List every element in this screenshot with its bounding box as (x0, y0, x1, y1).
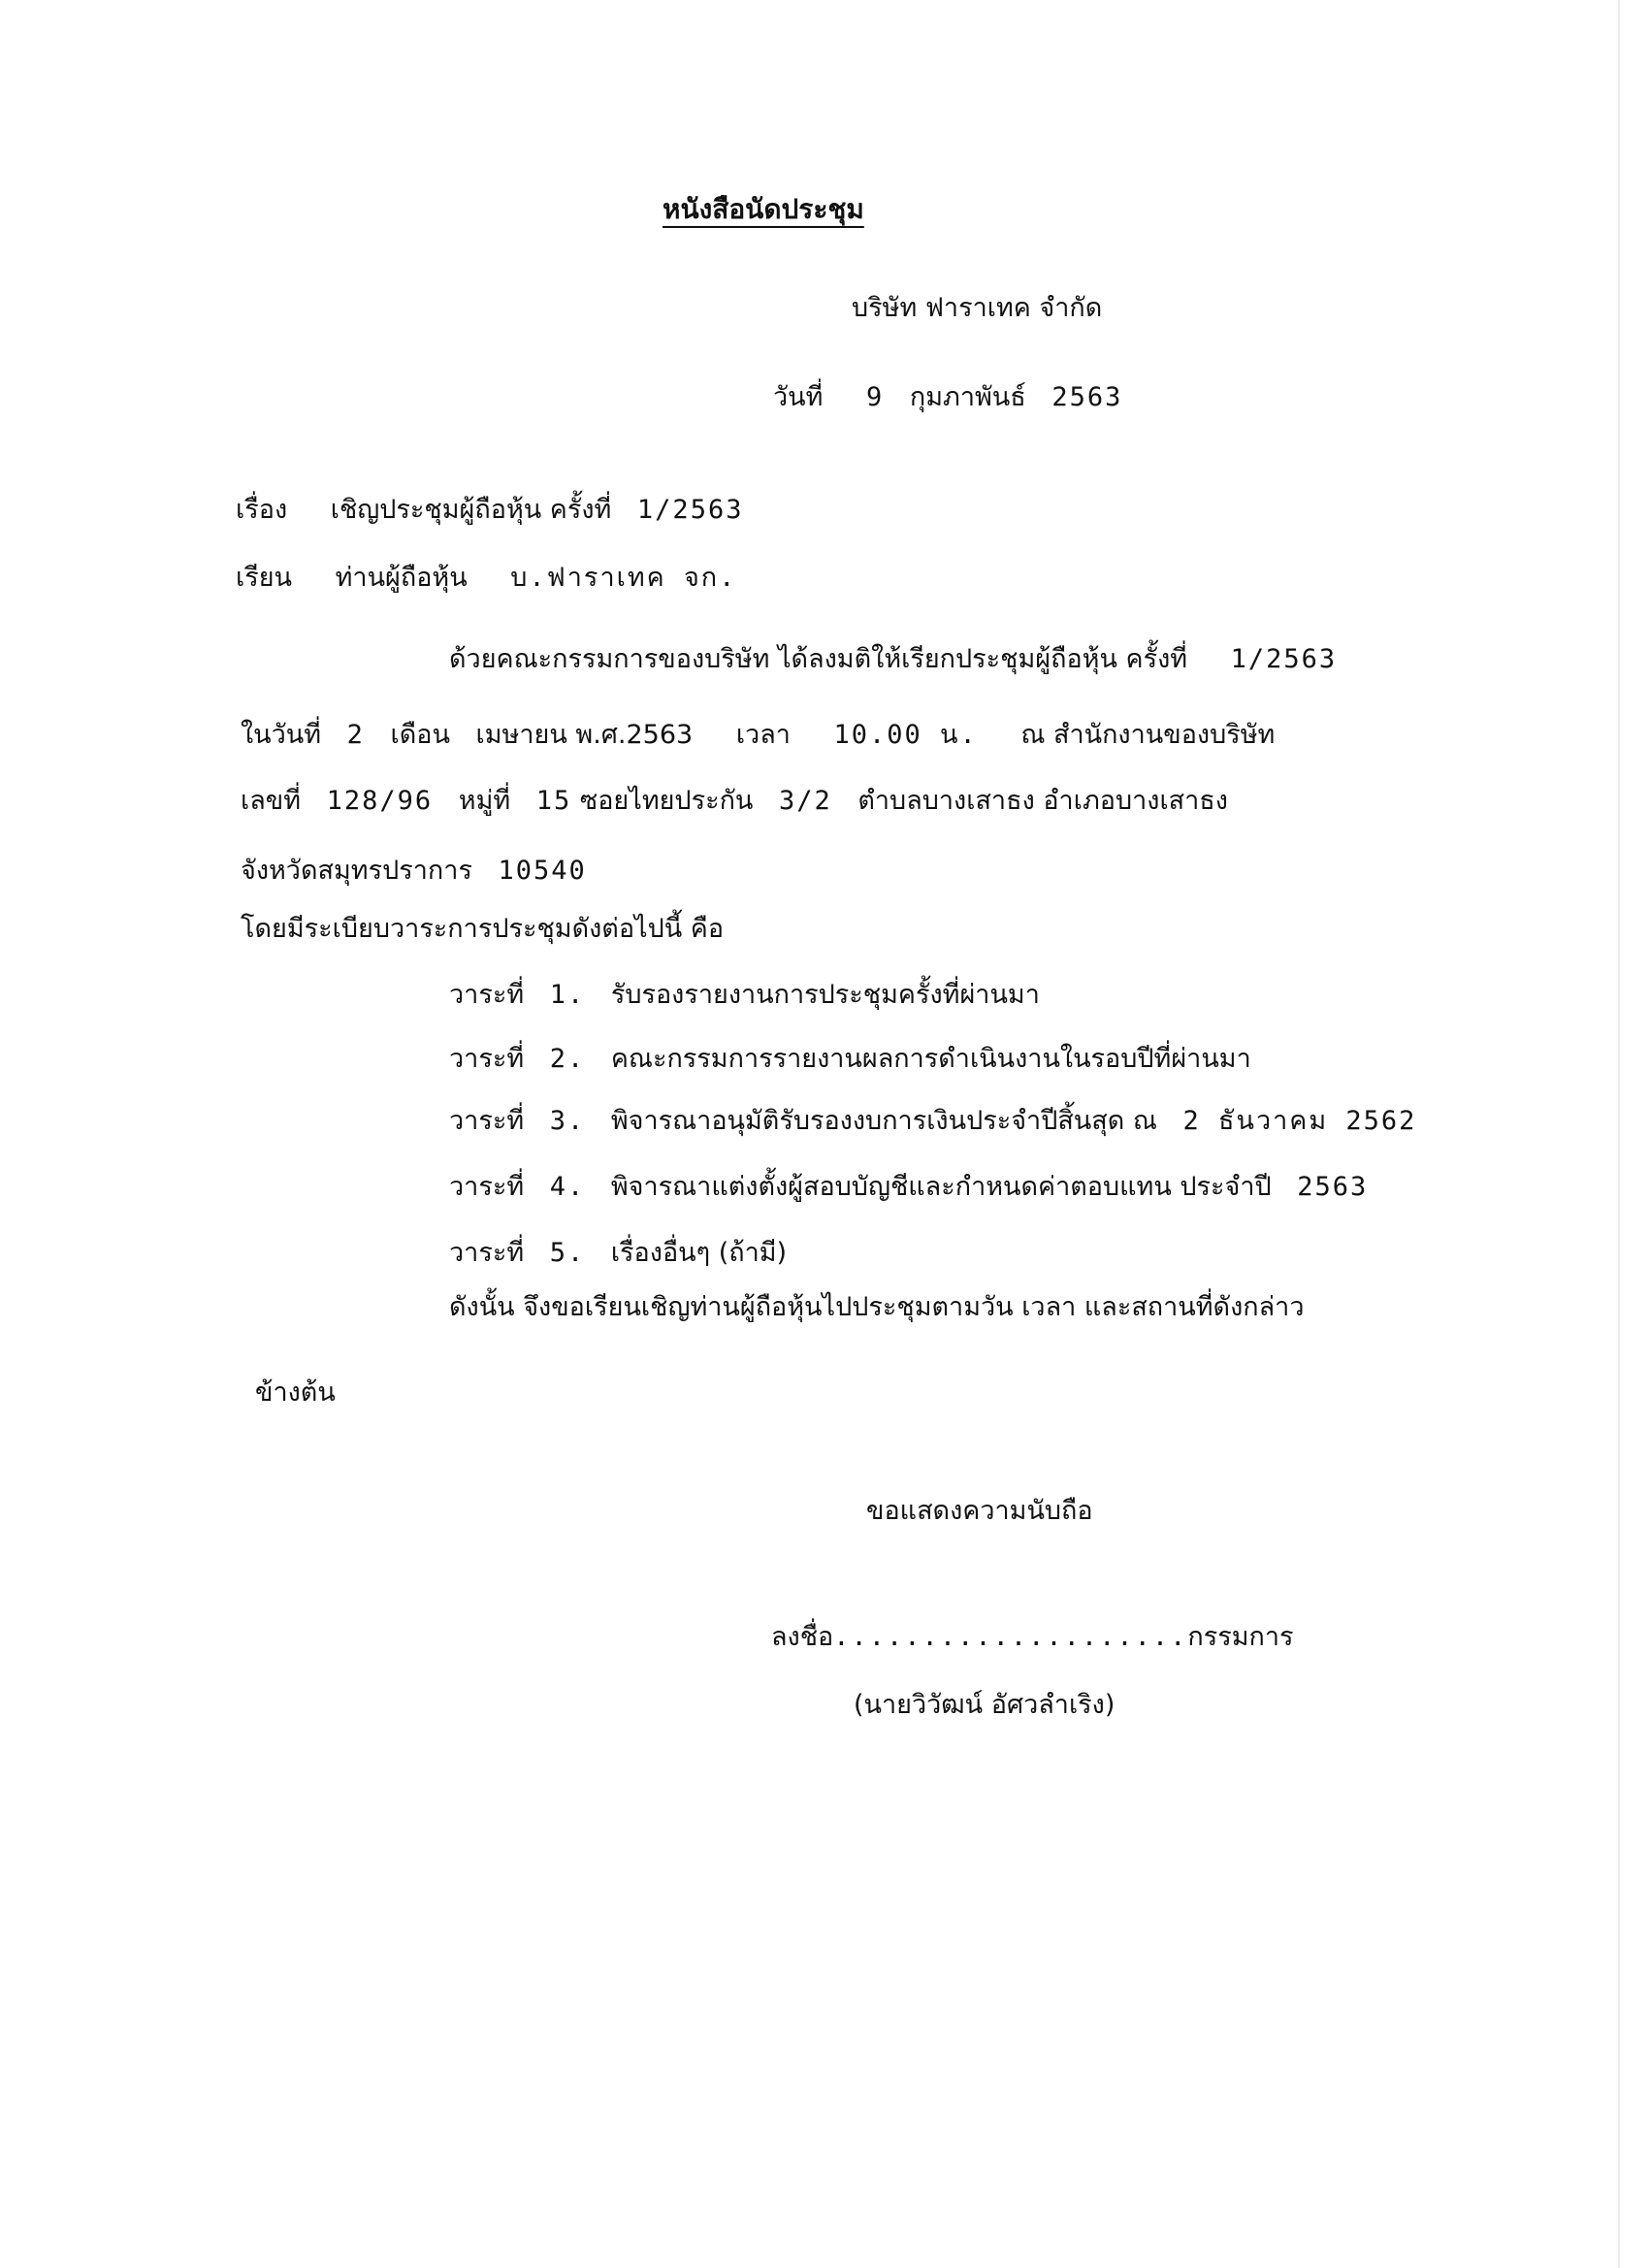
signature-role: กรรมการ (1187, 1622, 1294, 1652)
meeting-place: ณ สำนักงานของบริษัท (1020, 720, 1276, 750)
date-day: 9 (866, 382, 885, 412)
agenda-number: 3. (549, 1106, 586, 1136)
agenda-label: วาระที่ (449, 1238, 525, 1268)
address-area: ตำบลบางเสาธง อำเภอบางเสาธง (857, 786, 1228, 816)
address-province: จังหวัดสมุทรปราการ (241, 856, 472, 886)
agenda-item (449, 1042, 1251, 1077)
body-line-4 (241, 854, 587, 889)
address-no: 128/96 (326, 786, 434, 816)
agenda-text: พิจารณาแต่งตั้งผู้สอบบัญชีและกำหนดค่าตอบแทน ประจำปี (610, 1172, 1272, 1202)
agenda-item (449, 1236, 787, 1271)
signature-line (771, 1620, 1294, 1655)
agenda-extra: 2 ธันวาคม 2562 (1182, 1106, 1417, 1136)
signature-label: ลงชื่อ (771, 1622, 834, 1652)
meeting-time: 10.00 น. (833, 720, 978, 750)
body-line1-text: ด้วยคณะกรรมการของบริษัท ได้ลงมติให้เรียกประชุมผู้ถือหุ้น ครั้งที่ (449, 644, 1188, 674)
agenda-intro: โดยมีระเบียบวาระการประชุมดังต่อไปนี้ คือ (241, 914, 725, 944)
date-year: 2563 (1051, 382, 1123, 412)
signature-dots: .................... (833, 1622, 1188, 1652)
agenda-text: พิจารณาอนุมัติรับรองงบการเงินประจำปีสิ้นสุด ณ (610, 1106, 1157, 1136)
address-moo-label: หมู่ที่ (458, 786, 511, 816)
meeting-day-label: ในวันที่ (241, 720, 322, 750)
recipient-label: เรียน (236, 563, 293, 593)
agenda-item (449, 1170, 1368, 1205)
address-zip: 10540 (498, 856, 587, 886)
agenda-label: วาระที่ (449, 1172, 525, 1202)
meeting-time-label: เวลา (735, 720, 791, 750)
subject-line (236, 493, 743, 528)
body-line1-number: 1/2563 (1230, 644, 1338, 674)
closing-line-1: ดังนั้น จึงขอเรียนเชิญท่านผู้ถือหุ้นไปประชุมตามวัน เวลา และสถานที่ดังกล่าว (449, 1292, 1305, 1322)
signatory-name: (นายวิวัฒน์ อัศวลำเริง) (854, 1690, 1116, 1720)
recipient-company: บ.ฟาราเทค จก. (510, 563, 737, 593)
meeting-month: เมษายน พ.ศ.2563 (475, 720, 694, 750)
address-soi: ซอยไทยประกัน (579, 786, 754, 816)
date-label: วันที่ (773, 382, 824, 412)
subject-label: เรื่อง (236, 495, 288, 525)
recipient-line (236, 561, 736, 596)
closing-line-2: ข้างต้น (255, 1377, 336, 1408)
body-line-2 (241, 718, 1275, 753)
agenda-text: รับรองรายงานการประชุมครั้งที่ผ่านมา (610, 980, 1040, 1010)
company-name: บริษัท ฟาราเทค จำกัด (852, 293, 1103, 323)
agenda-label: วาระที่ (449, 1044, 525, 1074)
agenda-label: วาระที่ (449, 1106, 525, 1136)
document-title: หนังสือนัดประชุม (663, 193, 864, 225)
scan-edge (1618, 0, 1620, 2268)
date-line (773, 380, 1122, 415)
meeting-month-label: เดือน (390, 720, 450, 750)
subject-text: เชิญประชุมผู้ถือหุ้น ครั้งที่ (330, 495, 612, 525)
agenda-item (449, 1104, 1416, 1139)
agenda-text: คณะกรรมการรายงานผลการดำเนินงานในรอบปีที่ผ่านมา (610, 1044, 1251, 1074)
body-line-1 (449, 642, 1337, 677)
agenda-extra: 2563 (1297, 1172, 1369, 1202)
address-soi-no: 3/2 (778, 786, 832, 816)
recipient-text: ท่านผู้ถือหุ้น (335, 563, 468, 593)
address-no-label: เลขที่ (241, 786, 302, 816)
agenda-number: 5. (549, 1238, 586, 1268)
agenda-label: วาระที่ (449, 980, 525, 1010)
meeting-day: 2 (346, 720, 365, 750)
address-moo: 15 (535, 786, 572, 816)
agenda-item (449, 978, 1040, 1013)
subject-number: 1/2563 (636, 495, 744, 525)
agenda-number: 2. (549, 1044, 586, 1074)
agenda-text: เรื่องอื่นๆ (ถ้ามี) (610, 1238, 788, 1268)
date-month: กุมภาพันธ์ (909, 382, 1026, 412)
agenda-number: 1. (549, 980, 586, 1010)
agenda-number: 4. (549, 1172, 586, 1202)
regards: ขอแสดงความนับถือ (866, 1496, 1093, 1526)
body-line-3 (241, 784, 1228, 819)
